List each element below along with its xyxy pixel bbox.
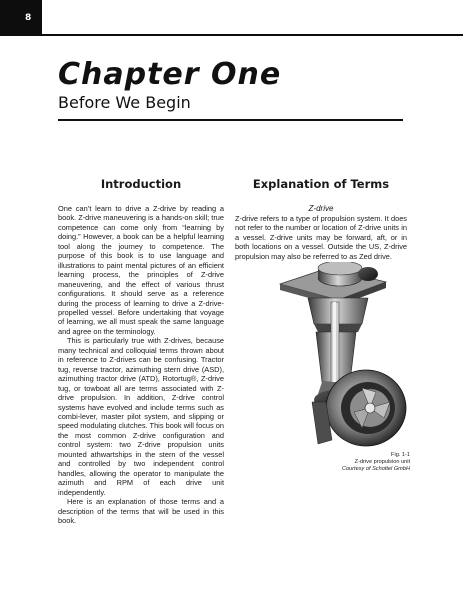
figure-caption — [342, 452, 410, 474]
intro-paragraph-1: One can’t learn to drive a Z-drive by reading a book. Z-drive maneuvering is a hands-on skill; true competence can come only from “learning by doing.” However, a book can be a helpful learning tool along the journey to competence. The purpose of this book is to use language and illustrations to paint mental pictures of an efficient learning process, the principles of Z-drive maneuvering, and the effect of various thrust configurations. It should serve as a reference during the process of learning to drive a Z-drive-propelled vessel. Before undertaking that voyage of learning, we all must speak the same language and agree on the terminology. — [58, 204, 224, 336]
terms-heading: Explanation of Terms — [252, 177, 390, 191]
introduction-body — [58, 204, 224, 525]
chapter-divider — [58, 119, 403, 121]
intro-paragraph-2: This is particularly true with Z-drives, because many technical and colloquial terms thrown about in reference to Z-drives can be confusing. Tractor tug, reverse tractor, azimuthing stern drive (ASD), azimuthing tractor drive (ATD), Rotortug®, Z-drive tug, or towboat all are terms associated with Z-drive propulsion. In addition, Z-drive control systems have evolved and include terms such as combi-lever, master pilot system, and slipping or speed modulating clutches. This book will focus on the most common Z-drive configuration and control system: two Z-drive propulsion units mounted athwartships in the stern of the vessel and controlled by two independent control handles, allowing the operator to manipulate the azimuth and RPM of each drive unit independently. — [58, 336, 224, 497]
figure-number: Fig. 1-1 — [391, 452, 410, 458]
terms-column — [235, 177, 407, 261]
terms-body — [235, 214, 407, 261]
term-paragraph-zdrive: Z-drive refers to a type of propulsion system. It does not refer to the number or location of Z-drive units in a vessel. Z-drive units may be forward, aft, or in both locations on a vessel. Outside the US, Z-drive propulsion may also be referred to as Zed drive. — [235, 214, 407, 261]
figure-credit: Courtesy of Schottel GmbH — [341, 466, 410, 473]
introduction-heading: Introduction — [100, 177, 182, 191]
figure-caption-text: Z-drive propulsion unit — [354, 459, 410, 466]
chapter-title: Chapter One — [58, 57, 282, 92]
header-rule — [0, 34, 463, 36]
zdrive-unit-illustration — [258, 262, 410, 450]
page-number-box — [0, 0, 42, 34]
page-number: 8 — [25, 13, 32, 23]
chapter-subtitle: Before We Begin — [58, 93, 191, 112]
introduction-column — [58, 177, 224, 525]
term-title-zdrive: Z-drive — [308, 204, 334, 213]
intro-paragraph-3: Here is an explanation of those terms and a description of the terms that will be used in this book. — [58, 497, 224, 525]
